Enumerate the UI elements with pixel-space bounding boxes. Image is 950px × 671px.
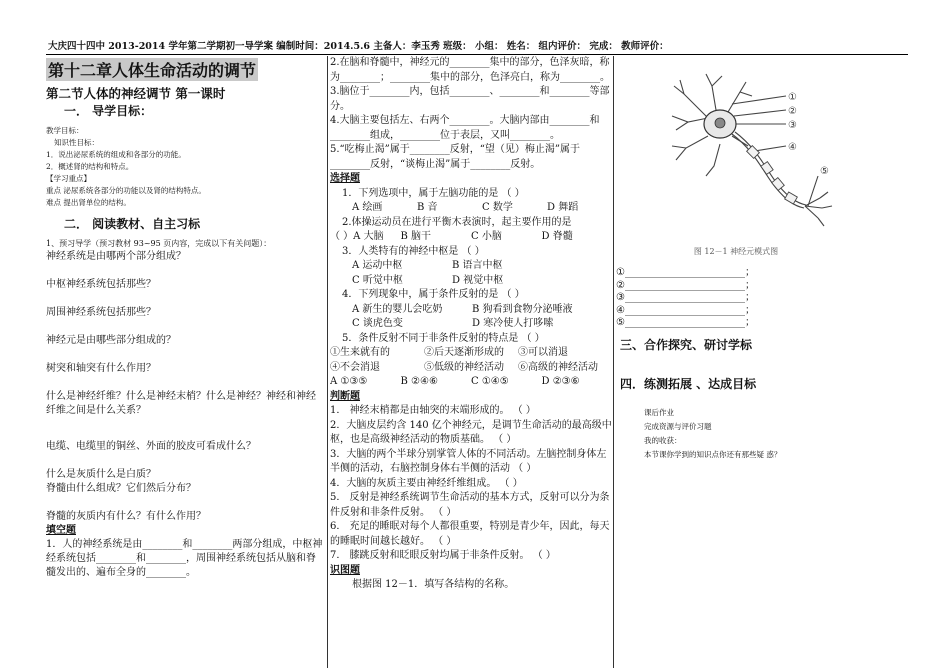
judge-4: 4．大脑的灰质主要由神经纤维组成。 （ ） bbox=[330, 477, 523, 489]
part2-heading: 二． 阅读教材、自主习标 bbox=[64, 217, 201, 231]
difficulty: 难点 提出肾单位的结构。 bbox=[46, 198, 131, 207]
choice-2: 2.体操运动员在进行平衡木表演时，起主要作用的是 bbox=[342, 216, 572, 228]
choice-4-options-a bbox=[330, 303, 612, 318]
column-divider-2 bbox=[613, 56, 614, 668]
column-divider-1 bbox=[327, 56, 328, 668]
preview-instruction: 1、预习导学（预习教材 93~95 页内容，完成以下有关问题）： bbox=[46, 239, 272, 248]
answer-line-1[interactable]: ①________________________； bbox=[616, 267, 755, 278]
fill-4: 4.大脑主要包括左、右两个________。大脑内部由________和________组成，________位于表层，又叫________。 bbox=[330, 115, 600, 141]
choice-5: 5．条件反射不同于非条件反射的特点是 （ ） bbox=[342, 332, 545, 344]
page-header: 大庆四十四中 2013-2014 学年第二学期初一导学案 编制时间：2014.5.6 主备人：李玉秀 班级： 小组： 姓名： 组内评价： 完成： 教师评价： bbox=[48, 41, 669, 52]
choice-5-items-a bbox=[330, 346, 612, 361]
choice-1: 1．下列选项中，属于左脑功能的是 （ ） bbox=[342, 187, 525, 199]
goals-label: 教学目标： bbox=[46, 126, 84, 135]
neuron-diagram bbox=[636, 56, 836, 246]
diagram-label-5: ⑤ bbox=[820, 166, 829, 177]
option: D 舞蹈 bbox=[547, 202, 579, 213]
column-right bbox=[616, 56, 916, 668]
question-1: 神经系统是由哪两个部分组成？ bbox=[46, 251, 186, 262]
question-6: 什么是神经纤维？什么是神经末梢？什么是神经？神经和神经纤维之间是什么关系？ bbox=[46, 391, 316, 416]
knowledge-label: 知识性目标： bbox=[54, 138, 99, 147]
gains-label: 我的收获： bbox=[644, 435, 682, 445]
choice-4-options-b bbox=[330, 317, 612, 332]
option: ②后天逐渐形成的 bbox=[424, 347, 504, 358]
option: C 数学 bbox=[482, 202, 513, 213]
homework-label: 课后作业 bbox=[644, 407, 674, 417]
question-9: 脊髓的灰质内有什么？有什么作用？ bbox=[46, 511, 206, 522]
judge-7: 7． 膝跳反射和眨眼反射均属于非条件反射。 （ ） bbox=[330, 550, 556, 561]
diagram-label-2: ② bbox=[788, 106, 797, 117]
question-2: 中枢神经系统包括那些？ bbox=[46, 279, 156, 290]
judge-6: 6． 充足的睡眠对每个人都很重要，特别是青少年，因此，每天的睡眠时间越长越好。 （ ） bbox=[330, 521, 610, 547]
part4-heading: 四．练测拓展 、达成目标 bbox=[620, 376, 757, 391]
option: C 听觉中枢 bbox=[352, 274, 403, 286]
diagram-label-3: ③ bbox=[788, 120, 797, 131]
choice-4: 4．下列现象中，属于条件反射的是 （ ） bbox=[342, 289, 525, 300]
question-8a: 什么是灰质什么是白质？ bbox=[46, 469, 156, 480]
judge-heading: 判断题 bbox=[330, 390, 360, 402]
part1-heading: 一． 导学目标： bbox=[64, 104, 153, 118]
question-7: 电缆、电缆里的铜丝、外面的胶皮可看成什么？ bbox=[46, 441, 256, 452]
homework-detail: 完成资源与评价习题 bbox=[644, 421, 712, 431]
choice-3-options-b bbox=[330, 274, 612, 289]
choice-2-options bbox=[330, 230, 612, 245]
option: ③可以消退 bbox=[518, 347, 568, 358]
option: D 寒冷使人打哆嗦 bbox=[472, 318, 554, 329]
option: B 音 bbox=[417, 202, 438, 213]
option: B 脑干 bbox=[400, 231, 432, 242]
diagram-question: 根据图 12－1．填写各结构的名称。 bbox=[352, 579, 515, 590]
header-divider bbox=[46, 54, 908, 55]
fill-1: 1．人的神经系统是由________和________两部分组成，中枢神经系统包括________和________，周围神经系统包括从脑和脊髓发出的、遍布全身的________。 bbox=[46, 539, 323, 578]
choice-5-items-b bbox=[330, 361, 612, 376]
option: ④不会消退 bbox=[330, 361, 380, 373]
judge-1: 1． 神经末梢都是由轴突的末端形成的。 （ ） bbox=[330, 405, 536, 416]
question-8b: 脊髓由什么组成？它们然后分布？ bbox=[46, 483, 196, 494]
option: A 新生的婴儿会吃奶 bbox=[352, 303, 443, 315]
fill-5: 5.“吃梅止渴”属于________反射，“望（见）梅止渴”属于________反射，“谈梅止渴”属于________反射。 bbox=[330, 144, 580, 170]
option: （ ）A 大脑 bbox=[330, 231, 384, 242]
option: ①生来就有的 bbox=[330, 347, 390, 358]
question-4: 神经元是由哪些部分组成的？ bbox=[46, 335, 176, 346]
answer-line-3[interactable]: ③________________________； bbox=[616, 292, 755, 303]
option: A 绘画 bbox=[352, 202, 383, 213]
answer-line-2[interactable]: ②________________________； bbox=[616, 279, 755, 291]
goal-1: 1．说出泌尿系统的组成和各部分的功能。 bbox=[46, 150, 186, 159]
question-5: 树突和轴突有什么作用？ bbox=[46, 363, 156, 374]
column-left bbox=[46, 56, 324, 668]
option: ⑥高级的神经活动 bbox=[518, 361, 598, 373]
key-point: 重点 泌尿系统各部分的功能以及肾的结构特点。 bbox=[46, 186, 206, 195]
answer-line-5[interactable]: ⑤________________________； bbox=[616, 317, 755, 328]
option: D 视觉中枢 bbox=[452, 274, 504, 286]
part3-heading: 三、合作探究、研讨学标 bbox=[620, 337, 753, 352]
judge-5: 5． 反射是神经系统调节生命活动的基本方式，反射可以分为条件反射和非条件反射。 （ ） bbox=[330, 492, 610, 518]
option: ⑤低级的神经活动 bbox=[424, 361, 504, 373]
option: C 小脑 bbox=[471, 231, 502, 242]
judge-2: 2．大脑皮层约含 140 亿个神经元，是调节生命活动的最高级中枢，也是高级神经活动的物质基础。 （ ） bbox=[330, 419, 612, 445]
diagram-label-1: ① bbox=[788, 92, 797, 103]
option: B ②④⑥ bbox=[400, 376, 438, 387]
option: C 谈虎色变 bbox=[352, 318, 403, 329]
question-3: 周围神经系统包括那些？ bbox=[46, 307, 156, 318]
choice-3: 3．人类特有的神经中枢是 （ ） bbox=[342, 245, 485, 257]
diagram-caption: 图 12－1 神经元模式图 bbox=[693, 247, 779, 256]
column-middle bbox=[330, 56, 612, 668]
answer-line-4[interactable]: ④________________________； bbox=[616, 304, 755, 316]
doubts-prompt: 本节课你学到的知识点你还有那些疑 惑？ bbox=[644, 449, 782, 459]
key-label: 【学习重点】 bbox=[46, 174, 91, 183]
choice-heading: 选择题 bbox=[330, 173, 360, 184]
diagram-label-4: ④ bbox=[788, 142, 797, 153]
fill-heading: 填空题 bbox=[46, 525, 76, 536]
option: B 狗看到食物分泌唾液 bbox=[472, 303, 573, 315]
choice-3-options-a bbox=[330, 259, 612, 274]
fill-2: 2.在脑和脊髓中，神经元的________集中的部分，色泽灰暗，称为________；________集中的部分，色泽亮白，称为________。 bbox=[330, 57, 610, 83]
chapter-title: 第十二章人体生命活动的调节 bbox=[46, 58, 258, 81]
option: D 脊髓 bbox=[541, 231, 573, 242]
option: D ②③⑥ bbox=[541, 376, 580, 387]
option: B 语言中枢 bbox=[452, 260, 503, 271]
section-title: 第二节人体的神经调节 第一课时 bbox=[46, 86, 226, 101]
choice-1-options bbox=[330, 201, 612, 216]
option: C ①④⑤ bbox=[471, 376, 509, 387]
option: A 运动中枢 bbox=[352, 260, 403, 271]
neuron-diagram-svg bbox=[636, 56, 836, 231]
diagram-heading: 识图题 bbox=[330, 564, 360, 576]
fill-3: 3.脑位于________内，包括________、________和________等部分。 bbox=[330, 86, 610, 112]
choice-5-options bbox=[330, 375, 612, 390]
goal-2: 2．概述肾的结构和特点。 bbox=[46, 162, 134, 171]
judge-3: 3．大脑的两个半球分别掌管人体的不同活动。左脑控制身体左半侧的活动，右脑控制身体右半侧的活动 （ ） bbox=[330, 448, 607, 474]
option: A ①③⑤ bbox=[330, 376, 368, 387]
